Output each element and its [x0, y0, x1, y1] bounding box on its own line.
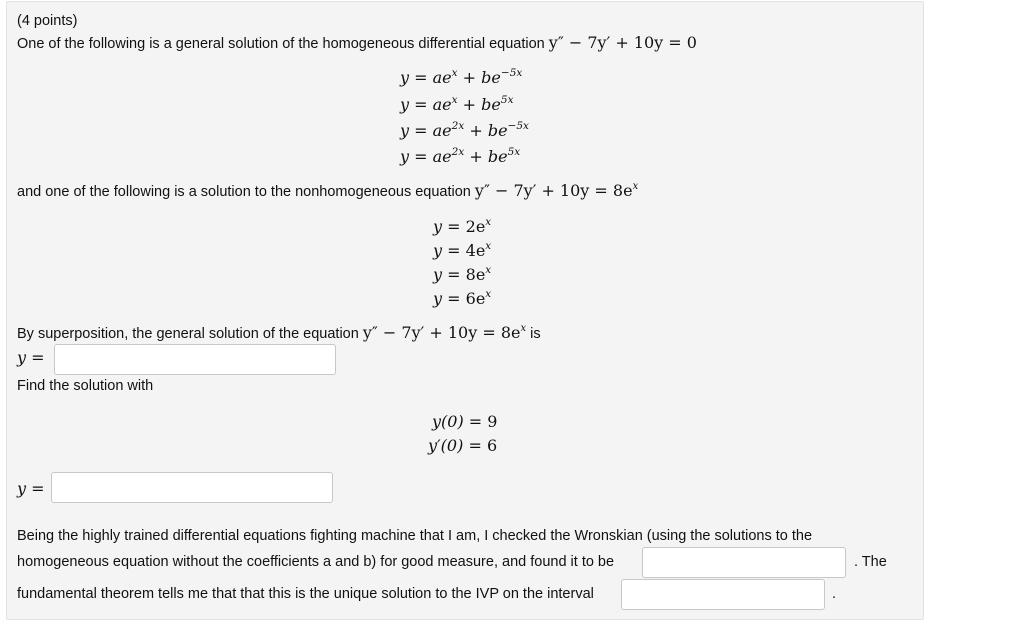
general-solution-input[interactable] [54, 344, 336, 375]
intro-equation: y″ − 7y′ + 10y = 0 [548, 33, 697, 52]
hom-option-1: $y = ae^x + be^{-5x}$ [400, 67, 523, 87]
hom-option-3: $y = ae^{2x} + be^{-5x}$ [400, 120, 529, 140]
answer2-label: y = [17, 479, 45, 498]
wronskian-line-1: Being the highly trained differential equations fighting machine that I am, I checked the Wronskian (using the solutions to the [17, 528, 813, 544]
wronskian-after-box: . The [854, 554, 887, 570]
part-option-1: $y = 2e^x$ [433, 216, 492, 236]
intro-sentence [17, 34, 697, 53]
superposition-equation: $y'' - 7y' + 10y = 8e^x$ [362, 323, 527, 342]
hom-option-4: $y = ae^{2x} + be^{5x}$ [400, 146, 521, 166]
find-solution-text: Find the solution with [17, 378, 154, 394]
superposition-suffix: is [530, 326, 541, 342]
hom-option-2: $y = ae^x + be^{5x}$ [400, 94, 514, 114]
interval-input[interactable] [621, 579, 825, 610]
ic-2: y′(0) = 6 [428, 436, 498, 455]
superposition-text: By superposition, the general solution of the equation [17, 326, 359, 342]
part-option-3: $y = 8e^x$ [433, 264, 492, 284]
ic-1: y(0) = 9 [432, 412, 498, 431]
ivp-solution-input[interactable] [51, 472, 333, 503]
wronskian-line-3: fundamental theorem tells me that that this is the unique solution to the IVP on the interval [17, 586, 594, 602]
interval-end-period: . [832, 586, 837, 602]
points-label: (4 points) [17, 13, 78, 29]
part-option-4: $y = 6e^x$ [433, 288, 492, 308]
part-option-2: $y = 4e^x$ [433, 240, 492, 260]
nonhom-equation: $y'' - 7y' + 10y = 8e^x$ [474, 181, 639, 200]
wronskian-input[interactable] [642, 547, 846, 578]
nonhom-sentence [17, 182, 638, 201]
answer1-label: y = [17, 348, 45, 367]
intro-text: One of the following is a general solution of the homogeneous differential equation [17, 36, 545, 52]
superposition-sentence [17, 324, 541, 343]
nonhom-text: and one of the following is a solution to the nonhomogeneous equation [17, 184, 471, 200]
wronskian-line-2: homogeneous equation without the coefficients a and b) for good measure, and found it to be [17, 554, 615, 570]
